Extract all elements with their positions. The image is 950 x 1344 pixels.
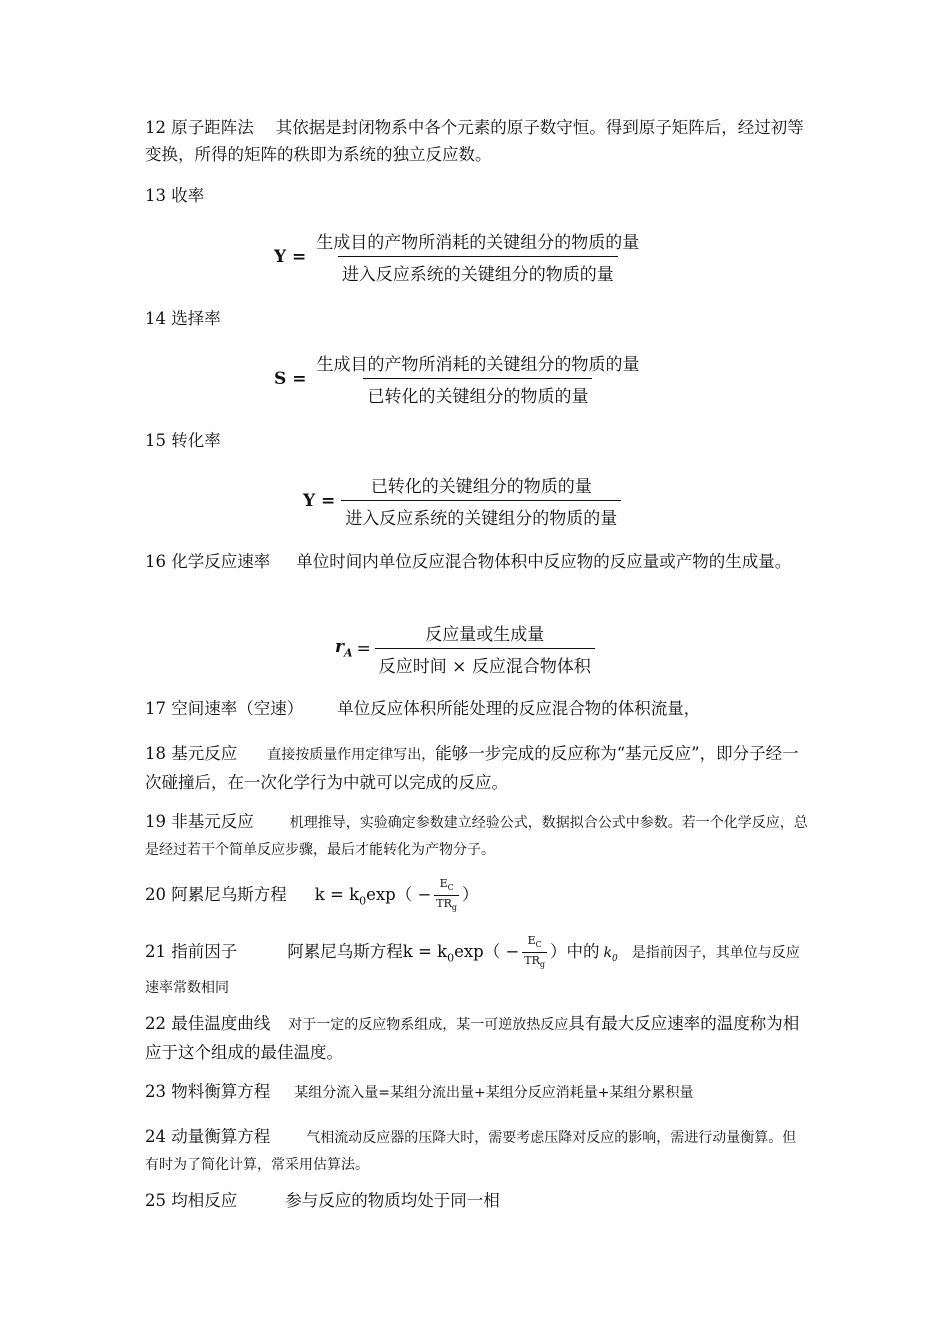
item-19-text: 机理推导，实验确定参数建立经验公式，数据拟合公式中参数。若一个化学反应，总是经过若干个简单反应步骤，最后才能转化为产物分子。 <box>145 815 808 858</box>
rate-subscript: A <box>343 646 353 660</box>
fraction <box>341 472 621 529</box>
item-20 <box>145 877 810 914</box>
item-12-text: 其依据是封闭物系中各个元素的原子数守恒。得到原子矩阵后，经过初等变换，所得的矩阵的秩即为系统的独立反应数。 <box>145 118 804 164</box>
item-23-title: 23 物料衡算方程 <box>145 1082 271 1101</box>
item-17 <box>145 695 810 722</box>
exponent-fraction <box>434 877 459 914</box>
eq-exp: exp（ − <box>454 942 520 962</box>
numerator: 生成目的产物所消耗的关键组分的物质的量 <box>316 355 640 375</box>
item-19 <box>145 809 810 863</box>
formula-lhs: Y = <box>303 490 336 511</box>
item-12-title: 12 原子距阵法 <box>145 118 254 137</box>
denominator: 已转化的关键组分的物质的量 <box>363 378 592 407</box>
exponent-fraction <box>522 934 547 971</box>
item-23-text: 某组分流入量=某组分流出量+某组分反应消耗量+某组分累积量 <box>294 1085 694 1101</box>
selectivity-formula <box>274 350 643 407</box>
item-18 <box>145 740 810 796</box>
fraction <box>312 228 643 285</box>
item-16 <box>145 548 810 575</box>
equals-sign: = <box>356 638 371 659</box>
eq-exp: exp（ − <box>366 885 432 905</box>
formula-lhs: Y = <box>274 246 307 267</box>
denominator: 进入反应系统的关键组分的物质的量 <box>338 256 618 285</box>
denominator: 进入反应系统的关键组分的物质的量 <box>341 500 621 529</box>
item-22-title: 22 最佳温度曲线 <box>145 1014 271 1033</box>
item-22 <box>145 1010 810 1066</box>
numerator: 生成目的产物所消耗的关键组分的物质的量 <box>316 233 640 253</box>
item-13-title <box>145 182 810 209</box>
eq-k-sub: 0 <box>447 951 455 965</box>
item-17-text: 单位反应体积所能处理的反应混合物的体积流量， <box>337 699 701 718</box>
k-letter: k <box>603 945 612 962</box>
item-19-title: 19 非基元反应 <box>145 812 254 831</box>
yield-formula <box>274 228 643 285</box>
item-20-title: 20 阿累尼乌斯方程 <box>145 885 287 905</box>
item-24-title: 24 动量衡算方程 <box>145 1127 271 1146</box>
frac-num-sub: C <box>535 940 542 950</box>
item-15-title-text: 15 转化率 <box>145 431 221 450</box>
item-25-title: 25 均相反应 <box>145 1191 238 1210</box>
item-23 <box>145 1078 810 1107</box>
item-15-title <box>145 427 810 454</box>
item-25-text: 参与反应的物质均处于同一相 <box>285 1191 500 1210</box>
formula-lhs: S = <box>274 368 307 389</box>
item-13-title-text: 13 收率 <box>145 186 205 205</box>
frac-num: E <box>527 934 536 947</box>
frac-num-sub: C <box>447 883 454 893</box>
formula-lhs <box>335 637 353 659</box>
item-21 <box>145 934 810 1002</box>
rate-formula <box>335 620 595 677</box>
k-sub: 0 <box>612 953 618 964</box>
frac-den: TR <box>524 954 540 968</box>
k0-symbol <box>603 945 618 964</box>
item-24-text: 气相流动反应器的压降大时，需要考虑压降对反应的影响，需进行动量衡算。但有时为了简化计算，常采用估算法。 <box>145 1130 797 1173</box>
item-16-text: 单位时间内单位反应混合物体积中反应物的反应量或产物的生成量。 <box>296 552 792 571</box>
denominator: 反应时间 × 反应混合物体积 <box>375 648 595 677</box>
item-22-text-small: 对于一定的反应物系组成，某一可逆放热反应 <box>288 1017 569 1033</box>
eq-k: k = k <box>314 885 360 905</box>
item-18-text: 能够一步完成的反应称为“基元反应”，即分子经一次碰撞后，在一次化学行为中就可以完成的反应。 <box>145 744 799 792</box>
frac-den-sub: g <box>451 903 458 913</box>
item-21-title: 21 指前因子 <box>145 942 238 962</box>
arrhenius-eq <box>314 877 479 913</box>
item-18-text-small: 直接按质量作用定律写出， <box>267 747 436 763</box>
conversion-formula <box>303 472 621 529</box>
item-18-title: 18 基元反应 <box>145 744 238 763</box>
frac-num: E <box>439 877 448 890</box>
eq-k-sub: 0 <box>359 894 367 908</box>
item-17-title: 17 空间速率（空速） <box>145 699 304 718</box>
frac-den-sub: g <box>539 960 546 970</box>
item-14-title-text: 14 选择率 <box>145 309 221 328</box>
item-14-title <box>145 305 810 332</box>
fraction <box>312 350 643 407</box>
numerator: 已转化的关键组分的物质的量 <box>370 477 592 497</box>
item-16-title: 16 化学反应速率 <box>145 552 271 571</box>
item-24 <box>145 1124 810 1178</box>
rate-symbol: r <box>335 637 344 658</box>
item-21-lead: 阿累尼乌斯方程 <box>287 942 403 962</box>
eq-k: k = k <box>402 942 448 962</box>
item-25 <box>145 1187 810 1214</box>
item-12 <box>145 114 810 168</box>
item-21-text: 是指前因子，其单位与反应速率常数相同 <box>145 945 800 996</box>
item-22-text: 具有最大反应速率的温度称为相应于这个组成的最佳温度。 <box>145 1014 800 1062</box>
eq-close: ）中的 <box>550 942 600 962</box>
eq-close: ） <box>462 885 479 905</box>
fraction <box>375 620 595 677</box>
numerator: 反应量或生成量 <box>425 625 545 645</box>
frac-den: TR <box>436 897 452 911</box>
